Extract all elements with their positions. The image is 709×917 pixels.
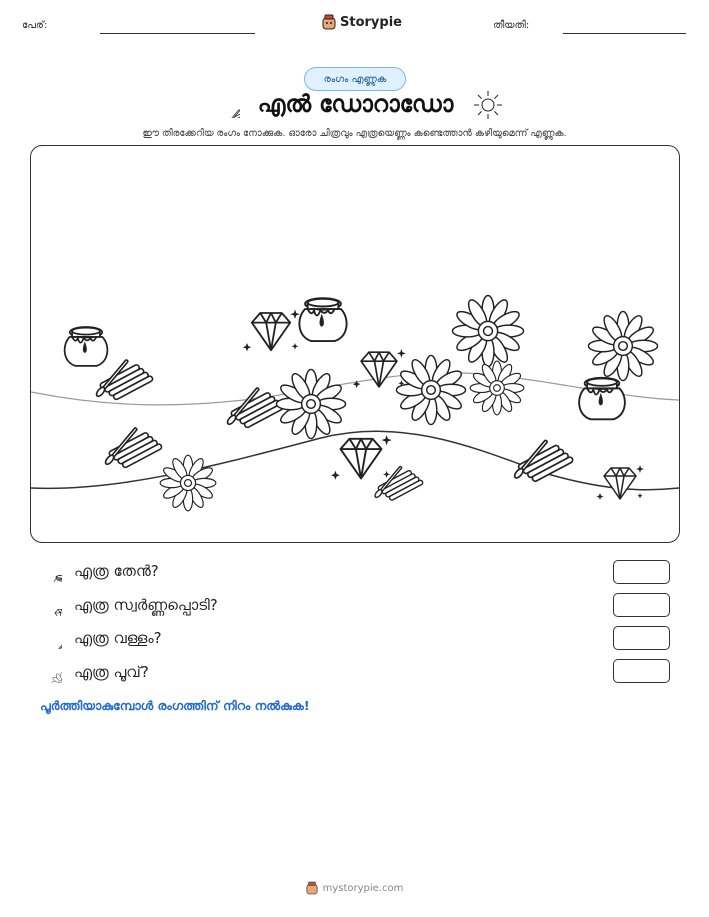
raft-2	[226, 387, 284, 432]
diamond-3	[331, 435, 392, 480]
flower-5	[470, 361, 524, 415]
raft-3	[104, 427, 162, 472]
name-label: പേര്:	[22, 20, 48, 31]
storypie-logo-icon	[306, 881, 318, 895]
question-gold-dust-label: എത്ര സ്വർണ്ണപ്പൊടി?	[74, 596, 218, 614]
honey-pot-3	[579, 378, 625, 420]
question-honey-label: എത്ര തേൻ?	[74, 562, 159, 580]
sun-icon	[473, 90, 503, 120]
date-label: തീയതി:	[493, 20, 530, 31]
footer-url[interactable]: mystorypie.com	[322, 882, 404, 894]
activity-badge: രംഗം എണ്ണുക	[304, 67, 406, 91]
diamond-4	[597, 465, 645, 500]
raft-4	[374, 465, 424, 503]
answer-box-flower[interactable]	[613, 659, 670, 683]
question-flower-label: എത്ര പൂവ്?	[74, 663, 149, 681]
flower-icon	[40, 661, 62, 683]
answer-box-raft[interactable]	[613, 626, 670, 650]
honey-pot-icon	[40, 560, 62, 582]
answer-box-gold-dust[interactable]	[613, 593, 670, 617]
flower-2	[588, 311, 657, 380]
instruction-text: ഈ തിരക്കേറിയ രംഗം നോക്കുക. ഓരോ ചിത്രവും എത്രയെണ്ണം കണ്ടെത്താൻ കഴിയുമെന്ന് എണ്ണുക.	[142, 128, 567, 139]
question-honey	[40, 560, 159, 582]
flower-1	[452, 295, 523, 366]
footer	[0, 881, 709, 895]
counting-scene	[30, 145, 680, 543]
date-field[interactable]	[563, 33, 686, 34]
storypie-logo-icon	[322, 14, 336, 30]
flower-6	[160, 455, 216, 511]
raft-icon	[40, 627, 62, 649]
question-gold-dust	[40, 594, 218, 616]
color-cta: പൂർത്തിയാകുമ്പോൾ രംഗത്തിന് നിറം നൽകുക!	[40, 698, 310, 713]
brand	[322, 14, 402, 30]
question-flower	[40, 661, 149, 683]
raft-icon	[206, 92, 240, 118]
honey-pot-2	[299, 298, 346, 341]
question-raft-label: എത്ര വള്ളം?	[74, 629, 162, 647]
diamond-2	[353, 349, 406, 388]
flower-3	[276, 369, 345, 438]
brand-name: Storypie	[340, 14, 402, 30]
page-title	[0, 90, 709, 120]
scene-illustration	[31, 146, 679, 542]
diamond-icon	[40, 594, 62, 616]
page-title-text: എൽ ഡോറാഡോ	[257, 91, 454, 118]
name-field[interactable]	[100, 33, 255, 34]
honey-pot-1	[65, 327, 108, 366]
question-raft	[40, 627, 162, 649]
diamond-1	[243, 309, 300, 351]
answer-box-honey[interactable]	[613, 560, 670, 584]
raft-1	[95, 359, 153, 404]
flower-4	[396, 355, 465, 424]
